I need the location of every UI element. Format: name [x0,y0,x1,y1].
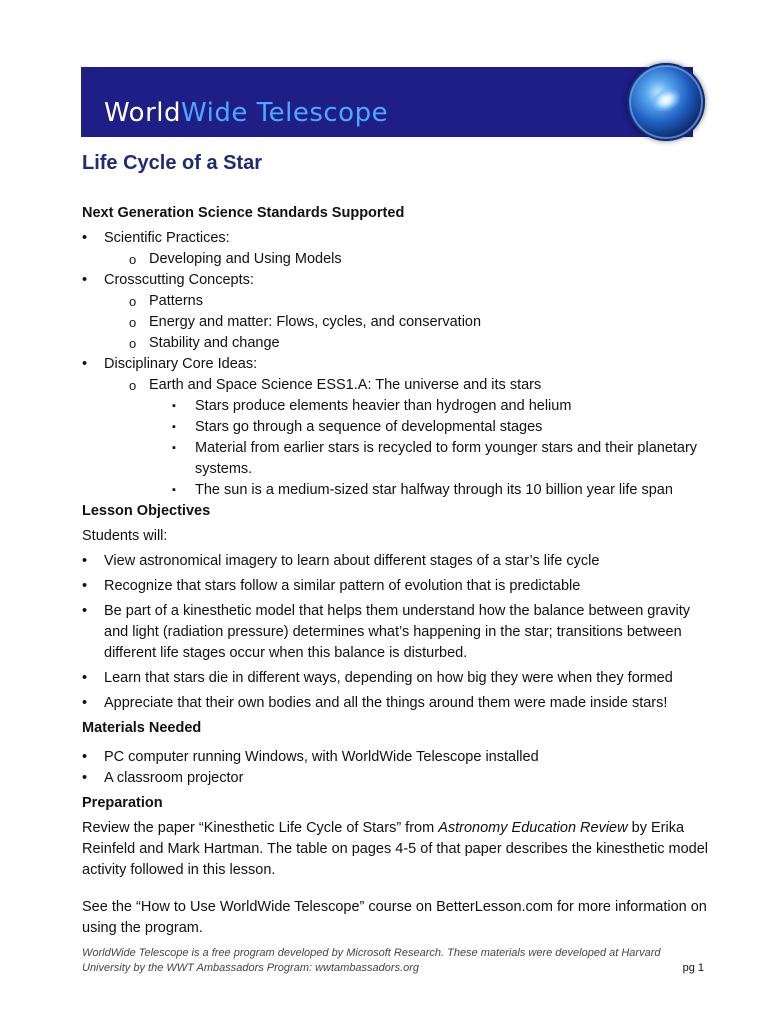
list-item: • Disciplinary Core Ideas: o Earth and Space Science ESS1.A: The universe and its stars ▪ Stars produce elements heavier than hydrogen and helium ▪ Stars go through a sequence of developmental stages ▪ Material from earlier stars is recycled to form younger stars and their planetary systems. ▪ The sun is a medium-sized star halfway through its 10 billion year life span [82,354,712,501]
logo-wide-telescope: Wide Telescope [181,98,389,128]
preparation-heading: Preparation [82,795,163,811]
list-item: • Recognize that stars follow a similar pattern of evolution that is predictable [82,576,712,597]
list-item: o Energy and matter: Flows, cycles, and conservation [82,312,712,333]
program-info-paragraph: See the “How to Use WorldWide Telescope” course on BetterLesson.com for more information on using the program. [82,899,707,936]
list-item: ▪ Stars go through a sequence of developmental stages [82,417,712,438]
list-item: • View astronomical imagery to learn about different stages of a star’s life cycle [82,551,712,572]
list-item: ▪ Stars produce elements heavier than hydrogen and helium [82,396,712,417]
materials-list [82,747,712,789]
list-item: o Patterns [82,291,712,312]
list-item: o Earth and Space Science ESS1.A: The universe and its stars ▪ Stars produce elements heavier than hydrogen and helium ▪ Stars go through a sequence of developmental stages ▪ Material from earlier stars is recycled to form younger stars and their planetary systems. ▪ The sun is a medium-sized star halfway through its 10 billion year life span [82,375,712,501]
objectives-intro: Students will: [82,528,168,544]
list-item: • Crosscutting Concepts: o Patterns o Energy and matter: Flows, cycles, and conservation o Stability and change [82,270,712,354]
footer-note: WorldWide Telescope is a free program developed by Microsoft Research. These materials were developed at Harvard University by the WWT Ambassadors Program: wwtambassadors.org [82,947,661,974]
objectives-list [82,551,712,714]
list-item: • A classroom projector [82,768,712,789]
list-item: • Scientific Practices: o Developing and Using Models [82,228,712,270]
page-title: Life Cycle of a Star [82,152,263,174]
list-item: • Learn that stars die in different ways, depending on how big they were when they formed [82,668,712,689]
materials-heading: Materials Needed [82,720,202,736]
objectives-heading: Lesson Objectives [82,503,211,519]
page-number: pg 1 [682,962,704,974]
list-item: ▪ The sun is a medium-sized star halfway through its 10 billion year life span [82,480,712,501]
ngss-heading: Next Generation Science Standards Supported [82,205,405,221]
document-body [82,203,712,939]
galaxy-globe-icon [627,63,705,141]
list-item: ▪ Material from earlier stars is recycled to form younger stars and their planetary systems. [82,438,712,480]
journal-title: Astronomy Education Review [438,820,628,836]
list-item: • Be part of a kinesthetic model that helps them understand how the balance between gravity and light (radiation pressure) determines what’s happening in the star; transitions between different life stages occur when this balance is disturbed. [82,601,712,664]
ngss-list [82,228,712,501]
logo-world: World [104,98,182,128]
list-item: • PC computer running Windows, with WorldWide Telescope installed [82,747,712,768]
preparation-paragraph: Review the paper “Kinesthetic Life Cycle of Stars” from Astronomy Education Review by Erika Reinfeld and Mark Hartman. The table on pages 4-5 of that paper describes the kinesthetic model activity followed in this lesson. [82,820,709,878]
list-item: o Stability and change [82,333,712,354]
worldwide-telescope-logo [104,100,388,126]
list-item: • Appreciate that their own bodies and all the things around them were made inside stars! [82,693,712,714]
list-item: o Developing and Using Models [82,249,712,270]
